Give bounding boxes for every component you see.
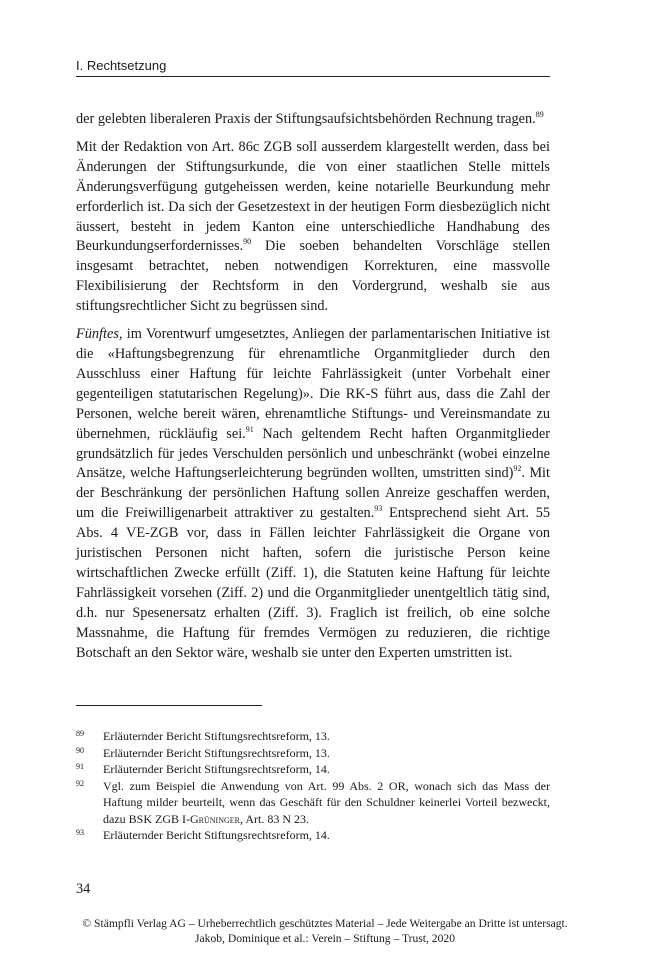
paragraph-text: Mit der Redaktion von Art. 86c ZGB soll ausserdem klargestellt werden, dass bei Änderungen der Stiftungsurkunde, die von einer staatlichen Stelle mittels Änderungsverfügung gutgeheissen werden, keine notarielle Beurkundung mehr erforderlich ist. Da sich der Gesetzestext in der heutigen Form diesbezüglich nicht äussert, besteht in jedem Kanton eine unterschiedliche Handhabung des Beurkundungserfordernisses. [76,138,550,255]
chapter-title: I. Rechtsetzung [76,58,167,73]
running-header [76,56,550,77]
footnote-text: Erläuternder Bericht Stiftungsrechtsreform, 14. [103,828,330,842]
footnote-text: Erläuternder Bericht Stiftungsrechtsreform, 13. [103,745,330,760]
copyright-notice: © Stämpfli Verlag AG – Urheberrechtlich geschütztes Material – Jede Weitergabe an Dritte ist untersagt. [82,917,568,930]
paragraph-text: Nach geltendem Recht haften Organmitglieder grundsätzlich für jedes Verschulden persönlich und unbeschränkt (wobei einzelne Ansätze, welche Haftungserleichterung begründen wollten, umstritten sind) [76,425,550,482]
footnote-90 [76,745,550,762]
footnote-ref-91[interactable]: 91 [245,424,254,434]
footnote-91 [76,761,550,778]
page-number: 34 [76,881,91,897]
paragraph-text: Die soeben behandelten Vorschläge stellen insgesamt betrachtet, neben notwendigen Korrekturen, eine massvolle Flexibilisierung der Rechtsform in den Vordergrund, weshalb sie aus stiftungsrechtlicher Sicht zu begrüssen sind. [76,238,550,315]
footnote-ref-90[interactable]: 90 [243,237,252,247]
footnote-number: 90 [76,745,84,755]
footnote-ref-89[interactable]: 89 [535,110,544,120]
main-text [76,110,550,671]
footnote-divider [76,705,262,706]
paragraph-3 [76,325,550,663]
footnote-ref-93[interactable]: 93 [374,504,383,514]
footnote-92 [76,778,550,828]
footnote-ref-92[interactable]: 92 [513,464,522,474]
footnote-number: 93 [76,828,84,837]
paragraph-2 [76,138,550,317]
footnote-text-part: , Art. 83 N 23. [240,811,309,826]
footnote-89 [76,728,550,745]
footnote-author: Grüninger [190,811,240,826]
footnote-number: 92 [76,778,84,788]
footnotes [76,728,550,844]
footnote-number: 91 [76,762,84,771]
copyright-footer [0,916,650,946]
footnote-93 [76,827,550,844]
paragraph-text: im Vorentwurf umgesetztes, Anliegen der parlamentarischen Initiative ist die «Haftungsbegrenzung für ehrenamtliche Organmitglieder durch den Ausschluss einer Haftung für leichte Fahrlässigkeit (unter Vorbehalt einer gegenteiligen statutarischen Regelung)». Die RK-S führt aus, dass die Zahl der Personen, welche bereit wären, ehrenamtliche Stiftungs- und Vereinsmandate zu übernehmen, rückläufig sei. [76,326,550,442]
book-citation: Jakob, Dominique et al.: Verein – Stiftung – Trust, 2020 [195,932,455,945]
footnote-text: Erläuternder Bericht Stiftungsrechtsreform, 13. [103,729,330,743]
footnote-text [103,778,550,828]
footnote-text: Erläuternder Bericht Stiftungsrechtsreform, 14. [103,762,330,776]
footnote-number: 89 [76,729,84,738]
paragraph-text: . Mit der Beschränkung der persönlichen Haftung sollen Anreize geschaffen werden, um die Freiwilligenarbeit attraktiver zu gestalten. [76,465,551,522]
paragraph-lead-word: Fünftes, [76,326,123,343]
paragraph-text: der gelebten liberaleren Praxis der Stiftungsaufsichtsbehörden Rechnung tragen. [76,111,536,127]
paragraph-text: Entsprechend sieht Art. 55 Abs. 4 VE-ZGB vor, dass in Fällen leichter Fahrlässigkeit die Organe von juristischen Personen nicht haften, sofern die juristische Person keine wirtschaftlichen Zwecke erfüllt (Ziff. 1), die Statuten keine Haftung für leichte Fahrlässigkeit vorsehen (Ziff. 2) und die Organmitglieder unentgeltlich tätig sind, d.h. nur Spesenersatz erhalten (Ziff. 3). Fraglich ist freilich, ob eine solche Massnahme, die Haftung für fremdes Vermögen zu reduzieren, die richtige Botschaft an den Sektor wäre, weshalb sie unter den Experten umstritten ist. [76,505,550,661]
footnote-text-part: Vgl. zum Beispiel die Anwendung von Art. 99 Abs. 2 OR, wonach sich das Mass der Haftung milder beurteilt, wenn das Geschäft für den Schuldner keinerlei Vorteil bezweckt, dazu BSK ZGB I- [103,778,550,826]
paragraph-1 [76,110,550,130]
